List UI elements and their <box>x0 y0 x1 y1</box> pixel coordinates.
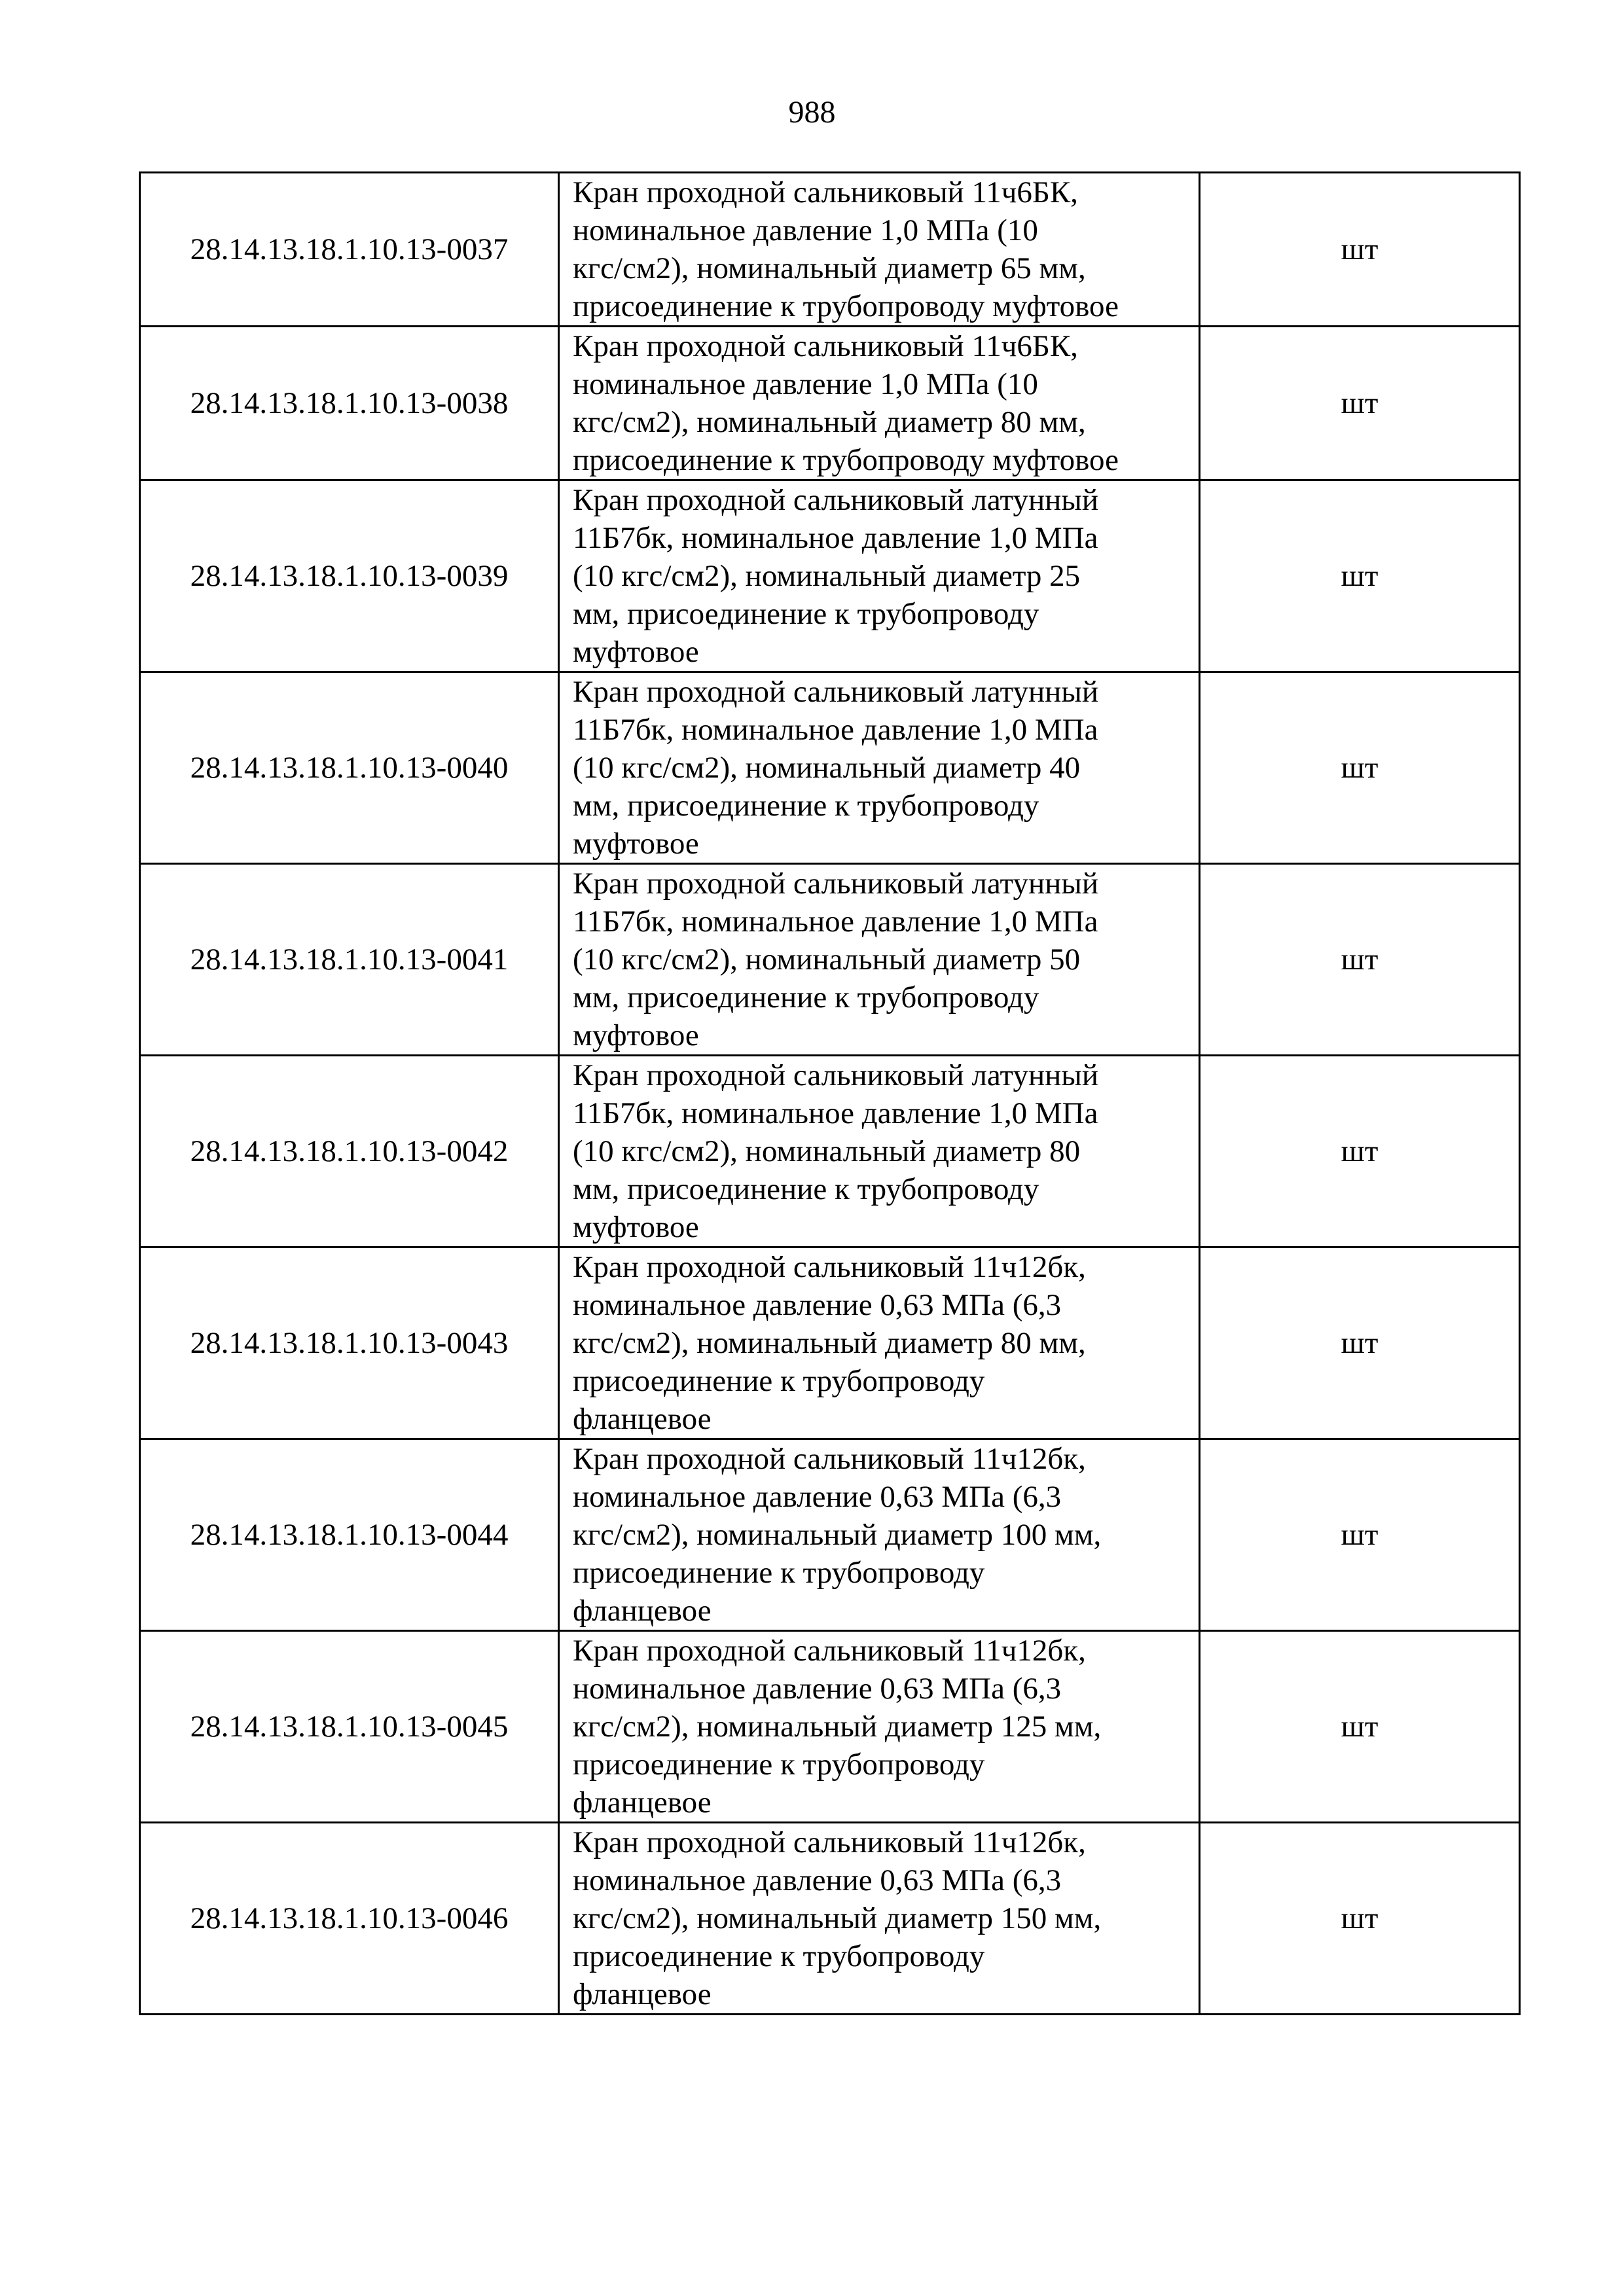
table-row <box>140 1247 1520 1439</box>
item-code-cell: 28.14.13.18.1.10.13-0040 <box>140 672 559 864</box>
description-line: 11Б7бк, номинальное давление 1,0 МПа <box>573 905 1098 939</box>
description-line: фланцевое <box>573 1977 712 2011</box>
description-line: Кран проходной сальниковый 11ч6БК, <box>573 175 1078 209</box>
item-unit-cell: шт <box>1200 1631 1520 1823</box>
description-line: мм, присоединение к трубопроводу <box>573 597 1039 631</box>
page-number: 988 <box>788 95 836 130</box>
description-line: присоединение к трубопроводу <box>573 1556 985 1590</box>
description-line: кгс/см2), номинальный диаметр 100 мм, <box>573 1518 1102 1552</box>
table-row <box>140 1631 1520 1823</box>
item-unit-cell: шт <box>1200 864 1520 1056</box>
description-line: муфтовое <box>573 827 699 861</box>
description-line: присоединение к трубопроводу муфтовое <box>573 443 1119 477</box>
description-line: кгс/см2), номинальный диаметр 150 мм, <box>573 1901 1102 1935</box>
table-row <box>140 1439 1520 1631</box>
item-unit-cell: шт <box>1200 1056 1520 1247</box>
description-line: мм, присоединение к трубопроводу <box>573 1172 1039 1206</box>
description-line: (10 кгс/см2), номинальный диаметр 80 <box>573 1134 1081 1168</box>
description-line: кгс/см2), номинальный диаметр 80 мм, <box>573 405 1086 439</box>
description-line: муфтовое <box>573 1210 699 1244</box>
item-unit-cell: шт <box>1200 1247 1520 1439</box>
catalog-table-body <box>140 173 1520 2015</box>
description-line: 11Б7бк, номинальное давление 1,0 МПа <box>573 521 1098 555</box>
item-description-cell <box>559 1439 1200 1631</box>
item-unit-cell: шт <box>1200 672 1520 864</box>
item-description-cell <box>559 480 1200 672</box>
table-row <box>140 672 1520 864</box>
description-line: номинальное давление 0,63 МПа (6,3 <box>573 1480 1062 1514</box>
description-line: 11Б7бк, номинальное давление 1,0 МПа <box>573 1096 1098 1130</box>
item-description-cell <box>559 672 1200 864</box>
description-line: присоединение к трубопроводу <box>573 1748 985 1782</box>
description-line: (10 кгс/см2), номинальный диаметр 50 <box>573 942 1081 977</box>
table-row <box>140 864 1520 1056</box>
item-description-cell <box>559 1056 1200 1247</box>
item-description-cell <box>559 1823 1200 2015</box>
item-description-cell <box>559 1631 1200 1823</box>
description-line: номинальное давление 0,63 МПа (6,3 <box>573 1863 1062 1897</box>
item-code-cell: 28.14.13.18.1.10.13-0046 <box>140 1823 559 2015</box>
item-unit-cell: шт <box>1200 173 1520 327</box>
item-description-cell <box>559 327 1200 480</box>
item-description-cell <box>559 173 1200 327</box>
item-code-cell: 28.14.13.18.1.10.13-0037 <box>140 173 559 327</box>
item-description-cell <box>559 864 1200 1056</box>
description-line: Кран проходной сальниковый 11ч12бк, <box>573 1825 1086 1859</box>
description-line: Кран проходной сальниковый 11ч12бк, <box>573 1250 1086 1284</box>
item-code-cell: 28.14.13.18.1.10.13-0045 <box>140 1631 559 1823</box>
item-description-cell <box>559 1247 1200 1439</box>
description-line: (10 кгс/см2), номинальный диаметр 40 <box>573 751 1081 785</box>
description-line: муфтовое <box>573 1018 699 1052</box>
description-line: Кран проходной сальниковый латунный <box>573 1058 1098 1092</box>
table-row <box>140 1056 1520 1247</box>
catalog-table <box>139 171 1521 2015</box>
description-line: кгс/см2), номинальный диаметр 125 мм, <box>573 1710 1102 1744</box>
description-line: Кран проходной сальниковый 11ч6БК, <box>573 329 1078 363</box>
item-code-cell: 28.14.13.18.1.10.13-0038 <box>140 327 559 480</box>
description-line: присоединение к трубопроводу муфтовое <box>573 289 1119 323</box>
table-row <box>140 1823 1520 2015</box>
description-line: номинальное давление 1,0 МПа (10 <box>573 213 1038 247</box>
item-unit-cell: шт <box>1200 480 1520 672</box>
description-line: Кран проходной сальниковый 11ч12бк, <box>573 1634 1086 1668</box>
description-line: кгс/см2), номинальный диаметр 80 мм, <box>573 1326 1086 1360</box>
description-line: 11Б7бк, номинальное давление 1,0 МПа <box>573 713 1098 747</box>
description-line: кгс/см2), номинальный диаметр 65 мм, <box>573 251 1086 285</box>
description-line: номинальное давление 0,63 МПа (6,3 <box>573 1288 1062 1322</box>
description-line: фланцевое <box>573 1594 712 1628</box>
description-line: (10 кгс/см2), номинальный диаметр 25 <box>573 559 1081 593</box>
description-line: фланцевое <box>573 1785 712 1820</box>
item-unit-cell: шт <box>1200 327 1520 480</box>
description-line: номинальное давление 1,0 МПа (10 <box>573 367 1038 401</box>
description-line: мм, присоединение к трубопроводу <box>573 789 1039 823</box>
table-row <box>140 480 1520 672</box>
item-unit-cell: шт <box>1200 1823 1520 2015</box>
description-line: Кран проходной сальниковый латунный <box>573 483 1098 517</box>
description-line: присоединение к трубопроводу <box>573 1939 985 1973</box>
item-code-cell: 28.14.13.18.1.10.13-0039 <box>140 480 559 672</box>
description-line: фланцевое <box>573 1402 712 1436</box>
description-line: мм, присоединение к трубопроводу <box>573 980 1039 1014</box>
item-code-cell: 28.14.13.18.1.10.13-0041 <box>140 864 559 1056</box>
description-line: муфтовое <box>573 635 699 669</box>
description-line: Кран проходной сальниковый 11ч12бк, <box>573 1442 1086 1476</box>
item-code-cell: 28.14.13.18.1.10.13-0043 <box>140 1247 559 1439</box>
description-line: Кран проходной сальниковый латунный <box>573 867 1098 901</box>
item-unit-cell: шт <box>1200 1439 1520 1631</box>
table-row <box>140 327 1520 480</box>
description-line: номинальное давление 0,63 МПа (6,3 <box>573 1672 1062 1706</box>
description-line: присоединение к трубопроводу <box>573 1364 985 1398</box>
description-line: Кран проходной сальниковый латунный <box>573 675 1098 709</box>
item-code-cell: 28.14.13.18.1.10.13-0044 <box>140 1439 559 1631</box>
table-row <box>140 173 1520 327</box>
item-code-cell: 28.14.13.18.1.10.13-0042 <box>140 1056 559 1247</box>
